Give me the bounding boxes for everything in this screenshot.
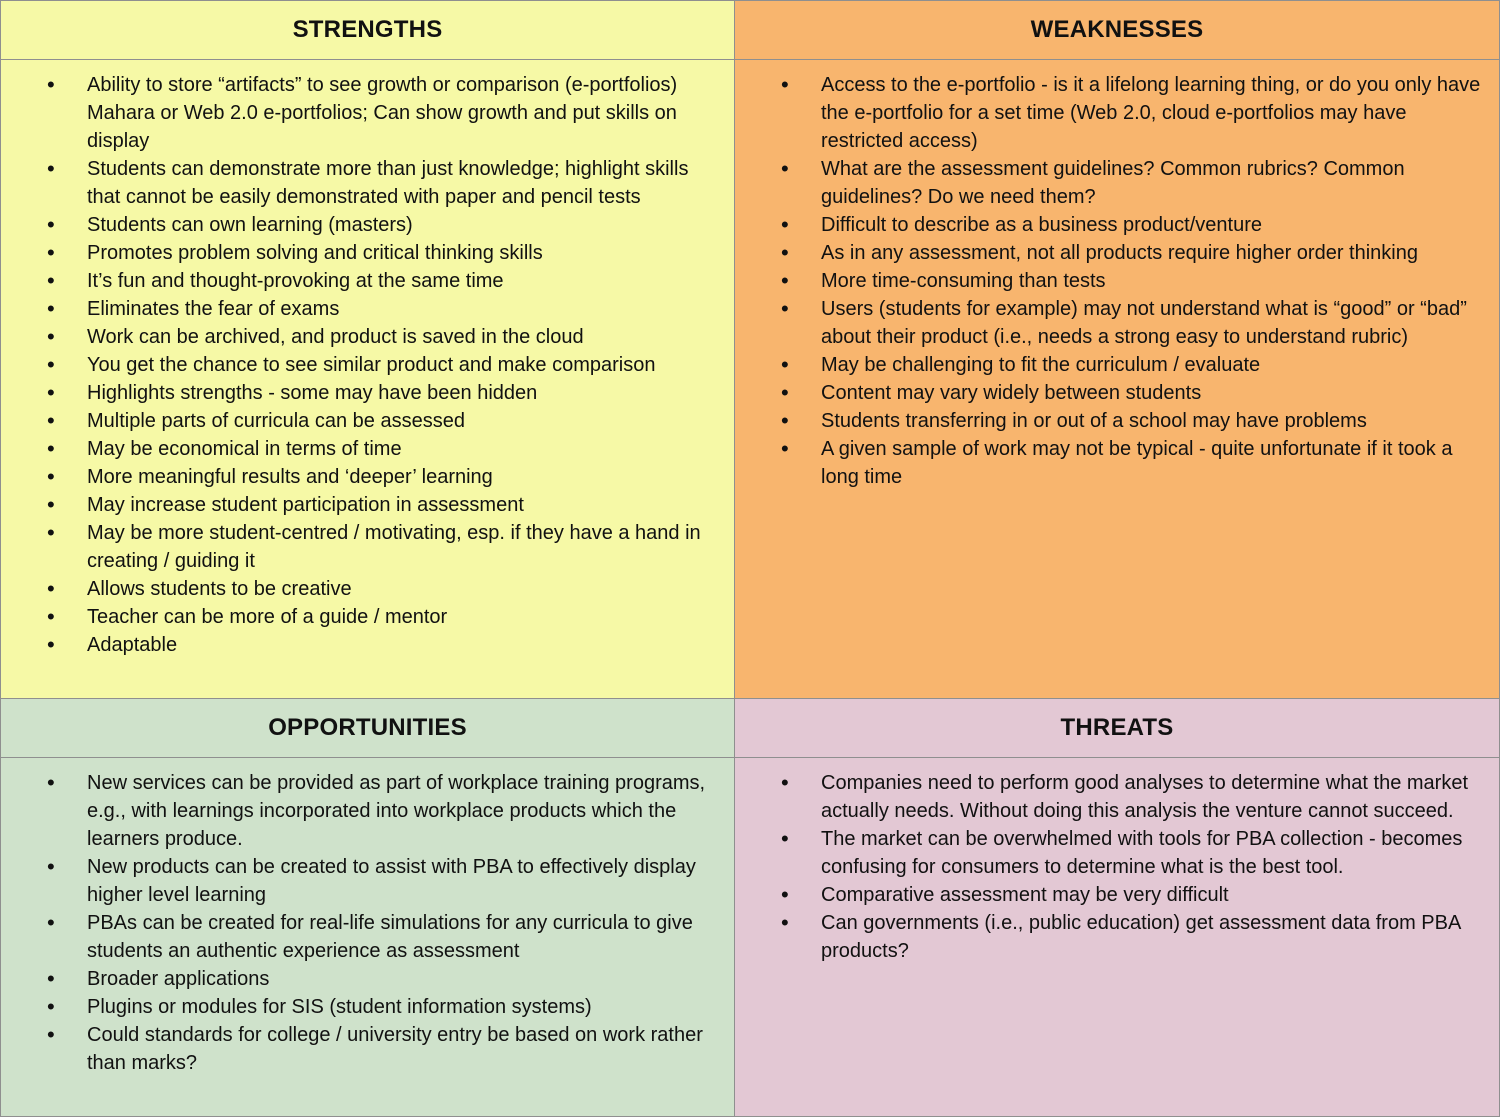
weaknesses-cell (734, 59, 1500, 699)
list-item: • A given sample of work may not be typical - quite unfortunate if it took a long time (735, 435, 1499, 491)
list-item: • Work can be archived, and product is saved in the cloud (1, 323, 734, 351)
list-item: • Could standards for college / university entry be based on work rather than marks? (1, 1021, 734, 1077)
list-item: • May be more student-centred / motivating, esp. if they have a hand in creating / guiding it (1, 519, 734, 575)
threats-list (735, 769, 1499, 965)
list-item: • Users (students for example) may not understand what is “good” or “bad” about their product (i.e., needs a strong easy to understand rubric) (735, 295, 1499, 351)
list-item: • More time-consuming than tests (735, 267, 1499, 295)
list-item: • Students can own learning (masters) (1, 211, 734, 239)
strengths-cell (0, 59, 735, 699)
weaknesses-header: WEAKNESSES (734, 0, 1500, 60)
list-item: • Access to the e-portfolio - is it a lifelong learning thing, or do you only have the e-portfolio for a set time (Web 2.0, cloud e-portfolios may have restricted access) (735, 71, 1499, 155)
list-item: • Eliminates the fear of exams (1, 295, 734, 323)
list-item: • Companies need to perform good analyses to determine what the market actually needs. Without doing this analysis the venture cannot succeed. (735, 769, 1499, 825)
list-item: • Highlights strengths - some may have been hidden (1, 379, 734, 407)
opportunities-header: OPPORTUNITIES (0, 698, 735, 758)
threats-cell (734, 757, 1500, 1117)
list-item: • More meaningful results and ‘deeper’ learning (1, 463, 734, 491)
strengths-list (1, 71, 734, 659)
weaknesses-list (735, 71, 1499, 491)
list-item: • Promotes problem solving and critical thinking skills (1, 239, 734, 267)
list-item: • Adaptable (1, 631, 734, 659)
list-item: • May increase student participation in assessment (1, 491, 734, 519)
list-item: • PBAs can be created for real-life simulations for any curricula to give students an authentic experience as assessment (1, 909, 734, 965)
threats-header: THREATS (734, 698, 1500, 758)
list-item: • Teacher can be more of a guide / mentor (1, 603, 734, 631)
list-item: • Ability to store “artifacts” to see growth or comparison (e-portfolios) Mahara or Web 2.0 e-portfolios; Can show growth and put skills on display (1, 71, 734, 155)
list-item: • Comparative assessment may be very difficult (735, 881, 1499, 909)
list-item: • Content may vary widely between students (735, 379, 1499, 407)
opportunities-list (1, 769, 734, 1077)
list-item: • Students transferring in or out of a school may have problems (735, 407, 1499, 435)
list-item: • You get the chance to see similar product and make comparison (1, 351, 734, 379)
list-item: • Multiple parts of curricula can be assessed (1, 407, 734, 435)
list-item: • Difficult to describe as a business product/venture (735, 211, 1499, 239)
list-item: • Plugins or modules for SIS (student information systems) (1, 993, 734, 1021)
list-item: • Broader applications (1, 965, 734, 993)
list-item: • May be challenging to fit the curriculum / evaluate (735, 351, 1499, 379)
list-item: • As in any assessment, not all products require higher order thinking (735, 239, 1499, 267)
strengths-header: STRENGTHS (0, 0, 735, 60)
list-item: • It’s fun and thought-provoking at the same time (1, 267, 734, 295)
list-item: • Allows students to be creative (1, 575, 734, 603)
list-item: • The market can be overwhelmed with tools for PBA collection - becomes confusing for consumers to determine what is the best tool. (735, 825, 1499, 881)
opportunities-cell (0, 757, 735, 1117)
list-item: • What are the assessment guidelines? Common rubrics? Common guidelines? Do we need them? (735, 155, 1499, 211)
list-item: • New products can be created to assist with PBA to effectively display higher level learning (1, 853, 734, 909)
list-item: • May be economical in terms of time (1, 435, 734, 463)
list-item: • New services can be provided as part of workplace training programs, e.g., with learnings incorporated into workplace products which the learners produce. (1, 769, 734, 853)
list-item: • Can governments (i.e., public education) get assessment data from PBA products? (735, 909, 1499, 965)
list-item: • Students can demonstrate more than just knowledge; highlight skills that cannot be easily demonstrated with paper and pencil tests (1, 155, 734, 211)
